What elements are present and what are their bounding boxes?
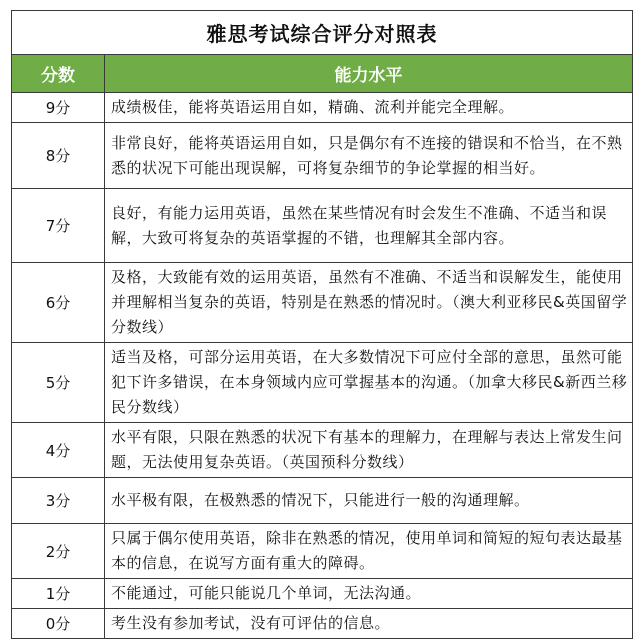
score-cell: 5分	[12, 343, 105, 423]
description-cell: 非常良好，能将英语运用自如，只是偶尔有不连接的错误和不恰当，在不熟悉的状况下可能出现误解，可将复杂细节的争论掌握的相当好。	[105, 123, 633, 189]
score-cell: 4分	[12, 423, 105, 478]
score-cell: 3分	[12, 478, 105, 524]
description-cell: 水平极有限，在极熟悉的情况下，只能进行一般的沟通理解。	[105, 478, 633, 524]
description-cell: 不能通过，可能只能说几个单词，无法沟通。	[105, 579, 633, 609]
table-row	[12, 123, 633, 189]
description-cell: 适当及格，可部分运用英语，在大多数情况下可应付全部的意思，虽然可能犯下许多错误，在本身领域内应可掌握基本的沟通。（加拿大移民&新西兰移民分数线）	[105, 343, 633, 423]
table-row	[12, 263, 633, 343]
table-row	[12, 343, 633, 423]
table-title: 雅思考试综合评分对照表	[12, 11, 633, 55]
title-row	[12, 11, 633, 55]
score-cell: 9分	[12, 93, 105, 123]
score-cell: 7分	[12, 189, 105, 263]
table-row	[12, 478, 633, 524]
description-cell: 只属于偶尔使用英语，除非在熟悉的情况，使用单词和简短的短句表达最基本的信息，在说写方面有重大的障碍。	[105, 524, 633, 579]
score-cell: 2分	[12, 524, 105, 579]
description-cell: 成绩极佳，能将英语运用自如，精确、流利并能完全理解。	[105, 93, 633, 123]
header-level: 能力水平	[105, 55, 633, 93]
score-cell: 6分	[12, 263, 105, 343]
ielts-score-table	[11, 10, 633, 639]
table-row	[12, 189, 633, 263]
header-row	[12, 55, 633, 93]
description-cell: 考生没有参加考试，没有可评估的信息。	[105, 609, 633, 639]
description-cell: 及格，大致能有效的运用英语，虽然有不准确、不适当和误解发生，能使用并理解相当复杂的英语，特别是在熟悉的情况时。（澳大利亚移民&英国留学分数线）	[105, 263, 633, 343]
table-row	[12, 93, 633, 123]
table-row	[12, 524, 633, 579]
description-cell: 水平有限，只限在熟悉的状况下有基本的理解力，在理解与表达上常发生问题，无法使用复杂英语。（英国预科分数线）	[105, 423, 633, 478]
header-score: 分数	[12, 55, 105, 93]
table-row	[12, 423, 633, 478]
description-cell: 良好，有能力运用英语，虽然在某些情况有时会发生不准确、不适当和误解，大致可将复杂的英语掌握的不错，也理解其全部内容。	[105, 189, 633, 263]
table-row	[12, 579, 633, 609]
score-cell: 1分	[12, 579, 105, 609]
score-cell: 8分	[12, 123, 105, 189]
score-cell: 0分	[12, 609, 105, 639]
table-row	[12, 609, 633, 639]
